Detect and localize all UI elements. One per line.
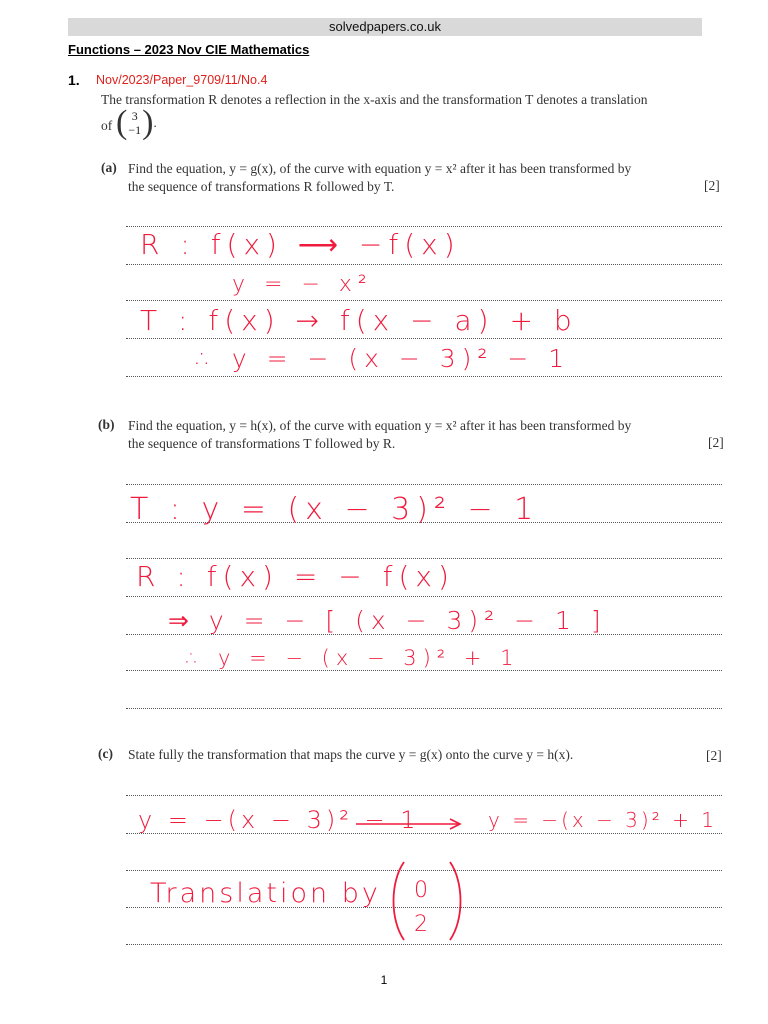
vector-top: 3 [131, 109, 138, 123]
question-intro-of: of [101, 118, 113, 133]
part-b-answer-2: R : f(x) = − f(x) [136, 560, 455, 593]
site-header-bar [68, 18, 702, 36]
answer-line [126, 708, 722, 709]
vector-end: . [153, 115, 157, 130]
answer-line [126, 558, 722, 559]
question-intro: The transformation R denotes a reflection in the x-axis and the transformation T denotes a translation [101, 92, 648, 107]
part-c-vector-top: 0 [414, 878, 428, 903]
question-reference: Nov/2023/Paper_9709/11/No.4 [96, 73, 268, 87]
translation-vector: ( 3 −1 ) . [116, 104, 157, 141]
part-a-answer-3: T : f(x) → f(x − a) + b [140, 304, 578, 337]
part-b-label: (b) [98, 417, 115, 432]
part-b-text-1: Find the equation, y = h(x), of the curve with equation y = x² after it has been transformed by [128, 418, 632, 433]
part-c-answer-left: y = −(x − 3)² − 1 [138, 806, 420, 834]
page-number: 1 [380, 973, 388, 987]
question-number: 1. [68, 72, 80, 88]
part-c-label: (c) [98, 746, 113, 761]
part-b-text-2: the sequence of transformations T followed by R. [128, 436, 396, 451]
answer-line [126, 795, 722, 796]
part-a-answer-2: y = − x² [232, 272, 373, 297]
answer-line [126, 596, 722, 597]
vector-bottom: −1 [128, 123, 142, 137]
answer-line [126, 300, 722, 301]
part-a-text-1: Find the equation, y = g(x), of the curve with equation y = x² after it has been transformed by [128, 161, 632, 176]
part-a-marks: [2] [704, 178, 720, 193]
site-name: solvedpapers.co.uk [328, 19, 441, 34]
part-a-text-2: the sequence of transformations R followed by T. [128, 179, 395, 194]
part-a-answer-4: ∴ y = − (x − 3)² − 1 [196, 344, 571, 373]
answer-line [126, 670, 722, 671]
part-c-answer-right: y = −(x − 3)² + 1 [488, 808, 717, 832]
part-c-marks: [2] [706, 748, 722, 763]
answer-line [126, 264, 722, 265]
answer-line [126, 376, 722, 377]
part-b-answer-4: ∴ y = − (x − 3)² + 1 [186, 646, 520, 670]
part-b-answer-3: ⇒ y = − [ (x − 3)² − 1 ] [168, 606, 607, 635]
answer-line [126, 226, 722, 227]
part-a-answer-1: R : f(x) ⟶ −f(x) [140, 228, 461, 261]
part-c-text-1: State fully the transformation that maps the curve y = g(x) onto the curve y = h(x). [128, 747, 574, 762]
document-title: Functions – 2023 Nov CIE Mathematics [68, 42, 310, 57]
part-a-label: (a) [101, 160, 117, 175]
long-arrow-icon [354, 816, 466, 832]
answer-line [126, 944, 722, 945]
part-c-answer-2: Translation by [150, 878, 381, 909]
part-b-marks: [2] [708, 435, 724, 450]
answer-vector-brackets-icon [388, 858, 468, 944]
answer-line [126, 338, 722, 339]
part-c-vector-bottom: 2 [414, 912, 428, 937]
part-b-answer-1: T : y = (x − 3)² − 1 [130, 492, 540, 527]
answer-line [126, 484, 722, 485]
